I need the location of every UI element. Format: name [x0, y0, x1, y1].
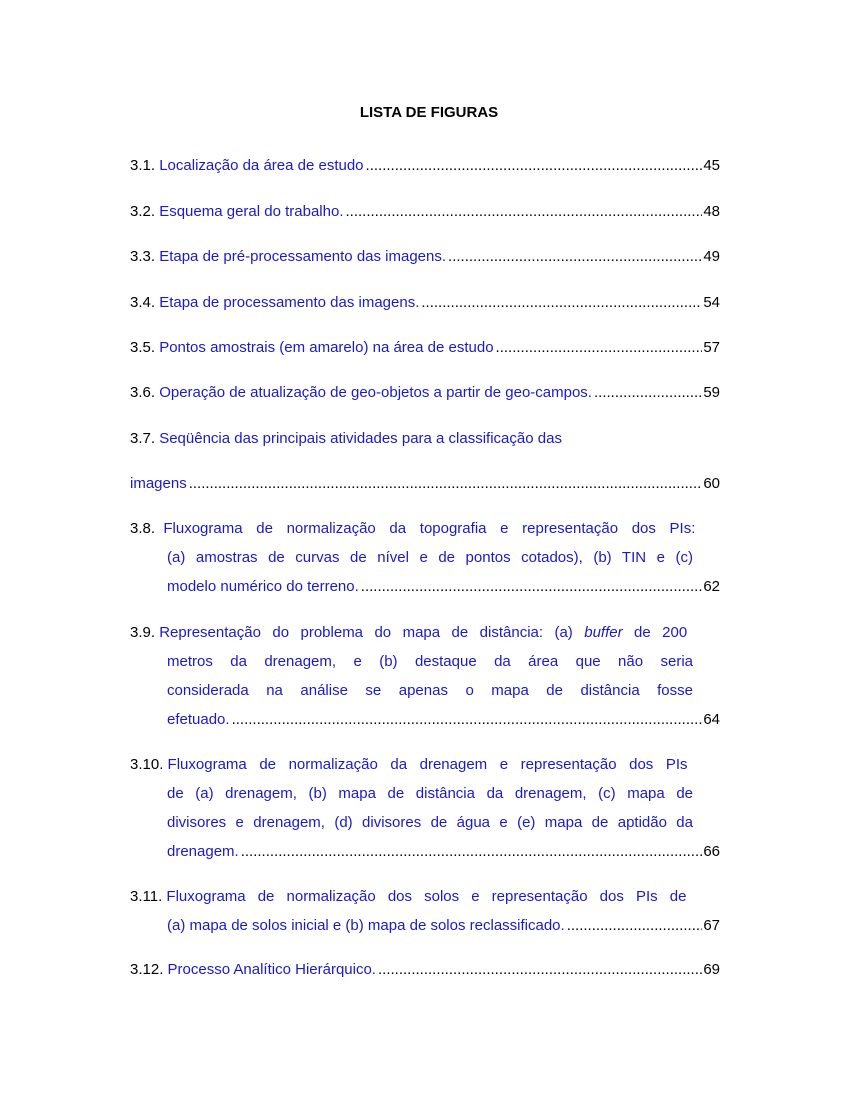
entry-number: 3.9.	[130, 624, 156, 641]
dot-leader	[366, 157, 703, 175]
entry-page: 48	[703, 203, 720, 220]
entry-title-continued[interactable]: considerada na análise se apenas o mapa de distância fosse	[167, 682, 693, 699]
entry-title[interactable]: Processo Analítico Hierárquico.	[167, 961, 376, 978]
entry-title[interactable]: Localização da área de estudo	[159, 157, 364, 174]
entry-title-continued[interactable]: (a) amostras de curvas de nível e de pontos cotados), (b) TIN e (c)	[167, 549, 693, 566]
entry-number: 3.7.	[130, 430, 156, 447]
entry-title[interactable]: Esquema geral do trabalho.	[159, 203, 344, 220]
entry-page: 59	[703, 384, 720, 401]
toc-entry-3-10[interactable]	[130, 756, 720, 861]
entry-number: 3.10.	[130, 756, 164, 773]
entry-page: 69	[703, 961, 720, 978]
toc-entry-3-1[interactable]	[130, 157, 720, 175]
entry-title-continued[interactable]: efetuado.	[167, 711, 230, 728]
entry-number: 3.6.	[130, 384, 156, 401]
entry-title-continued[interactable]: modelo numérico do terreno.	[167, 578, 359, 595]
dot-leader	[594, 384, 702, 402]
dot-leader	[448, 248, 702, 266]
entry-title-italic[interactable]: buffer	[584, 624, 623, 641]
entry-number: 3.1.	[130, 157, 156, 174]
dot-leader	[346, 203, 703, 221]
entry-number: 3.2.	[130, 203, 156, 220]
dot-leader	[361, 578, 703, 596]
toc-entry-3-7[interactable]	[130, 430, 720, 493]
toc-entry-3-2[interactable]	[130, 203, 720, 221]
entry-page: 67	[703, 917, 720, 934]
entry-title[interactable]: Pontos amostrais (em amarelo) na área de estudo	[159, 339, 494, 356]
toc-entry-3-9[interactable]	[130, 624, 720, 729]
entry-number: 3.8.	[130, 520, 156, 537]
toc-entry-3-11[interactable]	[130, 888, 720, 935]
entry-number: 3.4.	[130, 294, 156, 311]
entry-page: 57	[703, 339, 720, 356]
entry-title[interactable]: Fluxograma de normalização dos solos e representação dos PIs de	[166, 888, 687, 905]
entry-page: 60	[703, 475, 720, 492]
entry-number: 3.12.	[130, 961, 164, 978]
dot-leader	[496, 339, 703, 357]
entry-title-continued[interactable]: divisores e drenagem, (d) divisores de água e (e) mapa de aptidão da	[167, 814, 693, 831]
entry-page: 49	[703, 248, 720, 265]
entry-title[interactable]: Operação de atualização de geo-objetos a partir de geo-campos.	[159, 384, 592, 401]
entry-title-continued[interactable]: metros da drenagem, e (b) destaque da área que não seria	[167, 653, 693, 670]
entry-number: 3.3.	[130, 248, 156, 265]
toc-entry-3-5[interactable]	[130, 339, 720, 357]
entry-title[interactable]: Fluxograma de normalização da topografia e representação dos PIs:	[163, 520, 696, 537]
entry-title[interactable]: Seqüência das principais atividades para a classificação das	[159, 430, 562, 447]
dot-leader	[378, 961, 702, 979]
entry-number: 3.5.	[130, 339, 156, 356]
toc-entry-3-8[interactable]	[130, 520, 720, 596]
entry-title[interactable]: Etapa de pré-processamento das imagens.	[159, 248, 447, 265]
entry-number: 3.11.	[130, 888, 163, 905]
entry-page: 64	[703, 711, 720, 728]
toc-entry-3-3[interactable]	[130, 248, 720, 266]
entry-title-continued[interactable]: drenagem.	[167, 843, 239, 860]
entry-page: 54	[703, 294, 720, 311]
entry-page: 62	[703, 578, 720, 595]
dot-leader	[567, 917, 703, 935]
entry-title[interactable]: Etapa de processamento das imagens.	[159, 294, 420, 311]
dot-leader	[421, 294, 702, 312]
page-title: LISTA DE FIGURAS	[359, 104, 499, 121]
entry-title-continued[interactable]: imagens	[130, 475, 187, 492]
entry-title[interactable]: Fluxograma de normalização da drenagem e representação dos PIs	[167, 756, 688, 773]
dot-leader	[189, 475, 703, 493]
toc-entry-3-4[interactable]	[130, 294, 720, 312]
entry-title-continued[interactable]: de (a) drenagem, (b) mapa de distância da drenagem, (c) mapa de	[167, 785, 693, 802]
dot-leader	[232, 711, 703, 729]
entry-title[interactable]: Representação do problema do mapa de distância: (a)	[159, 624, 573, 641]
entry-page: 45	[703, 157, 720, 174]
toc-entry-3-6[interactable]	[130, 384, 720, 402]
dot-leader	[241, 843, 703, 861]
entry-title-continued[interactable]: (a) mapa de solos inicial e (b) mapa de solos reclassificado.	[167, 917, 565, 934]
toc-entry-3-12[interactable]	[130, 961, 720, 979]
entry-title[interactable]: de 200	[634, 624, 688, 641]
entry-page: 66	[703, 843, 720, 860]
